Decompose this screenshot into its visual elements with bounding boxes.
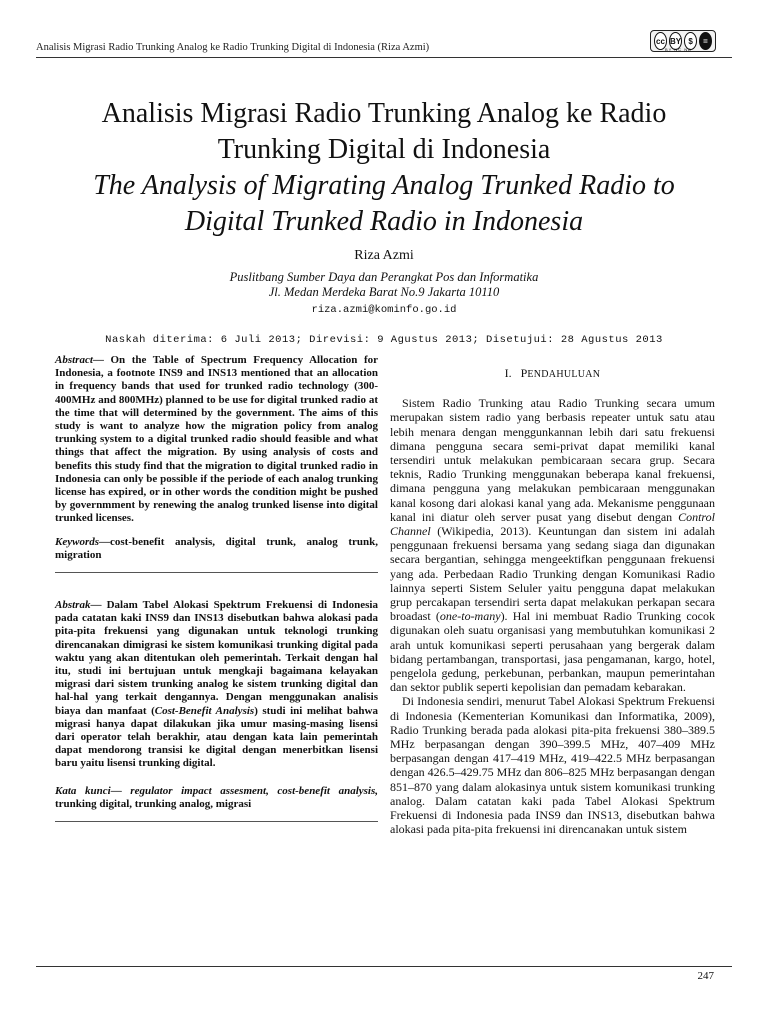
keywords-label: Keywords — [55, 535, 99, 548]
title-indonesian-line-1: Analisis Migrasi Radio Trunking Analog ke Radio — [101, 98, 667, 129]
section-heading — [390, 366, 715, 382]
title-english-line-2: Digital Trunked Radio in Indonesia — [184, 206, 584, 237]
title-english-line-1: The Analysis of Migrating Analog Trunked Radio to — [93, 170, 675, 201]
title-indonesian-line-2: Trunking Digital di Indonesia — [217, 134, 551, 165]
para1-italic-term-2: one-to-many — [439, 609, 501, 624]
noderivatives-icon: = — [699, 32, 712, 50]
cc-icon: cc — [654, 32, 667, 50]
abstrak-italic-term: Cost-Benefit Analysis — [154, 704, 255, 717]
page-number: 247 — [697, 970, 714, 982]
body-column — [390, 366, 715, 837]
title-english — [36, 168, 732, 240]
creative-commons-license-badge[interactable] — [650, 30, 716, 52]
license-badge-caption: BY NC ND — [665, 47, 693, 52]
abstrak-text-2: ) studi ini melihat bahwa migrasi hanya dapat dilakukan jika umur masing-masing lisensi dari operator telah berakhir, atau dengan kata lain pemerintah dapat mendorong transisi ke digital dengan menerbitkan lisensi baru yaitu lisensi trunking digital. — [55, 704, 378, 770]
para1-text-c: ). Hal ini membuat Radio Trunking cocok digunakan oleh suatu organisasi yang membutuhkan komunikasi 2 arah untuk komunikasi seperti perusahaan yang bergerak dalam bidang pertambangan, transportasi, jasa pengamanan, kargo, hotel, pengelola gedung, perkebunan, perbankan, maupun pemerintahan dan sektor publik seperti kepolisian dan pemadam kebarakan. — [390, 609, 716, 695]
para1-text-a: Sistem Radio Trunking atau Radio Trunking secara umum merupakan sistem radio yang berbasis repeater untuk satu atau lebih menara dengan menggunkannan lebih dari satu frekuensi dimana pengguna secara semi-privat dapat memiliki kanal tersendiri untuk melakukan pembicaraan secara grup. Secara teknis, Radio Trunking menggunakan beberapa kanal frekuensi, dimana pengguna yang melakukan pembicaraan menggunakan kanal kosong dari alokasi kanal yang ada. Mekanisme penggunaan kanal ini diatur oleh server pusat yang disebut dengan — [390, 396, 715, 524]
section-title-initial: P — [520, 366, 528, 380]
abstract-label: Abstract — [55, 354, 93, 366]
author-name: Riza Azmi — [354, 248, 414, 263]
title-block — [36, 96, 732, 346]
author-email[interactable]: riza.azmi@kominfo.go.id — [311, 304, 457, 316]
attribution-icon: BY — [669, 32, 682, 50]
keywords-indonesian: Kata kunci— regulator impact assesment, cost-benefit analysis, trunking digital, trunking analog, migrasi — [55, 785, 378, 822]
footer-rule — [36, 966, 732, 967]
running-head: Analisis Migrasi Radio Trunking Analog ke Radio Trunking Digital di Indonesia (Riza Azmi) — [36, 42, 430, 53]
manuscript-dates: Naskah diterima: 6 Juli 2013; Direvisi: 9 Agustus 2013; Disetujui: 28 Agustus 2013 — [105, 334, 663, 346]
abstract-column — [55, 354, 378, 832]
title-indonesian — [36, 96, 732, 168]
abstract-text: On the Table of Spectrum Frequency Allocation for Indonesia, a footnote INS9 and INS13 mentioned that an allocation in frequency bands that used for trunked radio technology (300-400MHz and 800MHz) planned to be use for digital trunked radio at the time that will determined by the government. The aims of this study is want to analyze how the migration policy from analog trunking system to a digital trunked radio should feasible and what things that affect the migration. By using analysis of costs and benefits this study find that the migration to digital trunked radio in Indonesia can only be possible if the periode of each analog trunking license has expired, or in other words the condition might be pushed by governmment by renewing the analog trunked lisense into digital trunked licenses. — [55, 354, 378, 525]
abstract-english: Abstract— On the Table of Spectrum Frequency Allocation for Indonesia, a footnote INS9 and INS13 mentioned that an allocation in frequency bands that used for trunked radio technology (300-400MHz and 800MHz) planned to be use for digital trunked radio at the time that will determined by the government. The aims of this study is want to analyze how the migration policy from analog trunking system to a digital trunked radio should feasible and what things that affect the migration. By using analysis of costs and benefits this study find that the migration to digital trunked radio in Indonesia can only be possible if the periode of each analog trunking license has expired, or in other words the condition might be pushed by governmment by renewing the analog trunked lisense into digital trunked licenses. — [55, 354, 378, 525]
katakunci-italic: regulator impact assesment, cost-benefit analysis, — [130, 784, 378, 797]
body-paragraph-1 — [390, 396, 715, 694]
abstrak-text-1: Dalam Tabel Alokasi Spektrum Frekuensi di Indonesia pada catatan kaki INS9 dan INS13 disebutkan bahwa alokasi pada pita-pita frekuensi yang digunakan untuk teknologi trunking direncanakan dimigrasi ke sistem komunikasi trunking digital pada waktu yang akan ditentukan oleh pemerintah. Terkait dengan hal itu, studi ini bertujuan untuk mengkaji bagaimana kelayakan migrasi dari sistem trunking analog ke sistem trunking digital dan hal-hal yang terkait dengannya. Dengan menggunakan analisis biaya dan manfaat ( — [55, 599, 378, 717]
katakunci-text: trunking digital, trunking analog, migrasi — [55, 797, 252, 810]
header-rule — [36, 57, 732, 58]
affiliation-line-2: Jl. Medan Merdeka Barat No.9 Jakarta 10110 — [268, 285, 500, 299]
abstract-indonesian: Abstrak— Dalam Tabel Alokasi Spektrum Frekuensi di Indonesia pada catatan kaki INS9 dan INS13 disebutkan bahwa alokasi pada pita-pita frekuensi yang digunakan untuk teknologi trunking direncanakan dimigrasi ke sistem komunikasi trunking digital pada waktu yang akan ditentukan oleh pemerintah. Terkait dengan hal itu, studi ini bertujuan untuk mengkaji bagaimana kelayakan migrasi dari sistem trunking analog ke sistem trunking digital dan hal-hal yang terkait dengannya. Dengan menggunakan analisis biaya dan manfaat (Cost-Benefit Analysis) studi ini melihat bahwa migrasi hanya dapat dilakukan jika umur masing-masing lisensi dari operator telah berakhir, atau dengan kata lain pemerintah dapat mendorong transisi ke digital dengan menerbitkan lisensi baru yaitu lisensi trunking digital. — [55, 599, 378, 770]
body-paragraph-2: Di Indonesia sendiri, menurut Tabel Alokasi Spektrum Frekuensi di Indonesia (Kementerian Komunikasi dan Informatika, 2009), Radio Trunking berada pada alokasi pita-pita frekuensi 380–389.5 MHz berpasangan dengan 390–399.5 MHz, 407–409 MHz berpasangan dengan 417–419 MHz, 419–422.5 MHz berpasangan dengan 426.5–429.75 MHz dan 806–825 MHz berpasangan dengan 851–870 yang dalam alokasinya untuk sistem komunikasi trunking analog. Dalam catatan kaki pada Tabel Alokasi Spektrum Frekuensi di Indonesia pada INS9 dan INS13, disebutkan bahwa alokasi pada pita-pita frekuensi ini direncanakan untuk sistem — [390, 694, 715, 837]
author-affiliation — [36, 270, 732, 300]
section-title-rest: ENDAHULUAN — [527, 369, 601, 380]
keywords-text: cost-benefit analysis, digital trunk, analog trunk, migration — [55, 535, 378, 561]
abstrak-label: Abstrak — [55, 599, 91, 612]
affiliation-line-1: Puslitbang Sumber Daya dan Perangkat Pos dan Informatika — [229, 270, 539, 284]
section-number: I. — [504, 366, 512, 380]
para1-italic-term-1: Control Channel — [390, 509, 715, 539]
para1-text-b: (Wikipedia, 2013). Keuntungan dan sistem ini adalah penggunaan frekuensi bersama yang sedang siaga dan digunakan secara bergantian, sehingga mengeektifkan penggunaan frekuensi yang ada. Perbedaan Radio Trunking dengan Komunikasi Radio lainnya seperti Sistem Seluler yaitu pengguna dapat melakukan grup percakapan tersendiri serta dapat melakukan perkapan secara broadast ( — [390, 524, 715, 624]
keywords-english: Keywords—cost-benefit analysis, digital trunk, analog trunk, migration — [55, 536, 378, 573]
noncommercial-icon: $ — [684, 32, 697, 50]
katakunci-label: Kata kunci — [55, 784, 111, 797]
